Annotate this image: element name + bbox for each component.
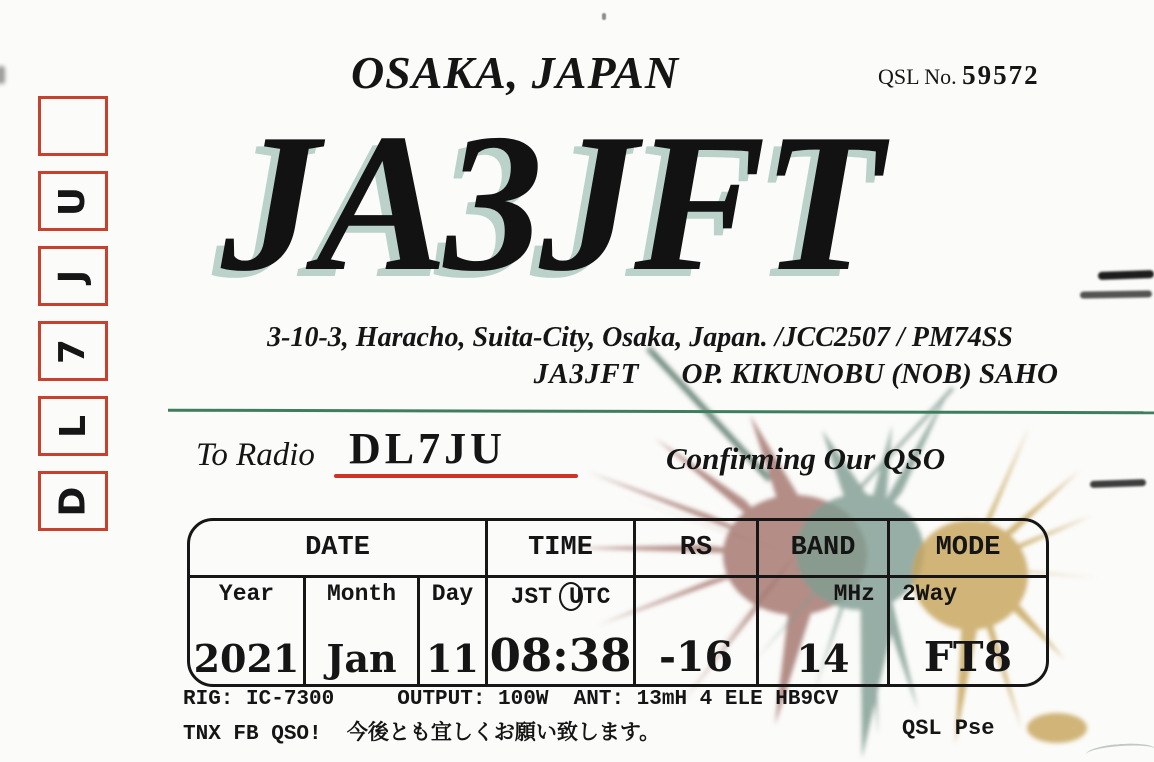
scan-artifact <box>1080 290 1152 298</box>
day-label: Day <box>431 581 474 607</box>
col-header-rs: RS <box>636 521 759 578</box>
tnx-line: TNX FB QSO! 今後とも宜しくお願い致します。 <box>183 723 661 746</box>
year-value: 2021 <box>193 636 300 681</box>
qsl-number-value: 59572 <box>962 60 1040 90</box>
callsign-box-empty <box>38 96 108 156</box>
callsign-box-7 <box>38 321 108 381</box>
scan-artifact <box>602 13 606 20</box>
callsign-letter: 7 <box>52 338 94 364</box>
cell-year <box>190 578 306 684</box>
rig-info-line: RIG: IC-7300 OUTPUT: 100W ANT: 13mH 4 ELE HB9CV <box>183 688 839 711</box>
col-header-band: BAND <box>759 521 890 578</box>
col-header-time: TIME <box>488 521 636 578</box>
callsign-box-l <box>38 396 108 456</box>
location-title: OSAKA, JAPAN <box>350 47 680 98</box>
utc-label: UTC <box>569 583 611 610</box>
rs-value: -16 <box>658 633 734 681</box>
callsign-box-j <box>38 246 108 306</box>
address-line: 3-10-3, Haracho, Suita-City, Osaka, Japan. /JCC2507 / PM74SS <box>267 322 1013 353</box>
col-header-date: DATE <box>190 521 488 578</box>
jst-label: JST <box>510 583 552 610</box>
time-zone-labels <box>488 582 633 611</box>
to-radio-underline <box>334 474 578 478</box>
to-radio-label: To Radio <box>196 437 315 473</box>
year-label: Year <box>218 581 275 607</box>
callsign-box-d <box>38 471 108 531</box>
callsign-letter: L <box>52 414 94 438</box>
scan-artifact <box>0 66 5 84</box>
day-value: 11 <box>426 636 479 681</box>
callsign-box-u <box>38 171 108 231</box>
callsign-large: JA3JFT <box>220 93 880 312</box>
callsign-letter: D <box>52 486 94 516</box>
qso-table <box>187 518 1049 687</box>
month-label: Month <box>326 581 396 607</box>
operator-line <box>534 358 1058 391</box>
cell-mode <box>890 578 1046 684</box>
operator-callsign: JA3JFT <box>533 358 640 390</box>
col-header-mode: MODE <box>890 521 1046 578</box>
cell-day <box>420 578 488 684</box>
callsign-letter: J <box>52 269 94 283</box>
two-way-label: 2Way <box>902 581 958 607</box>
scan-artifact <box>1090 479 1146 488</box>
callsign-letter: U <box>52 186 94 216</box>
month-value: Jan <box>326 636 397 681</box>
vertical-callsign-boxes <box>38 96 108 531</box>
cell-band <box>759 578 890 684</box>
operator-name: OP. KIKUNOBU (NOB) SAHO <box>681 358 1058 390</box>
band-value: 14 <box>796 636 850 681</box>
to-radio-callsign: DL7JU <box>349 424 506 473</box>
cell-rs <box>636 578 759 684</box>
mhz-label: MHz <box>833 581 875 607</box>
time-value: 08:38 <box>489 629 632 682</box>
qsl-pse-text: QSL Pse <box>902 716 995 741</box>
qsl-number <box>878 60 1040 91</box>
cell-month <box>306 578 420 684</box>
scan-artifact <box>1098 270 1154 280</box>
cell-time <box>488 578 636 684</box>
mode-value: FT8 <box>923 633 1013 681</box>
qsl-number-label: QSL No. <box>878 64 957 89</box>
confirming-text: Confirming Our QSO <box>666 441 946 476</box>
